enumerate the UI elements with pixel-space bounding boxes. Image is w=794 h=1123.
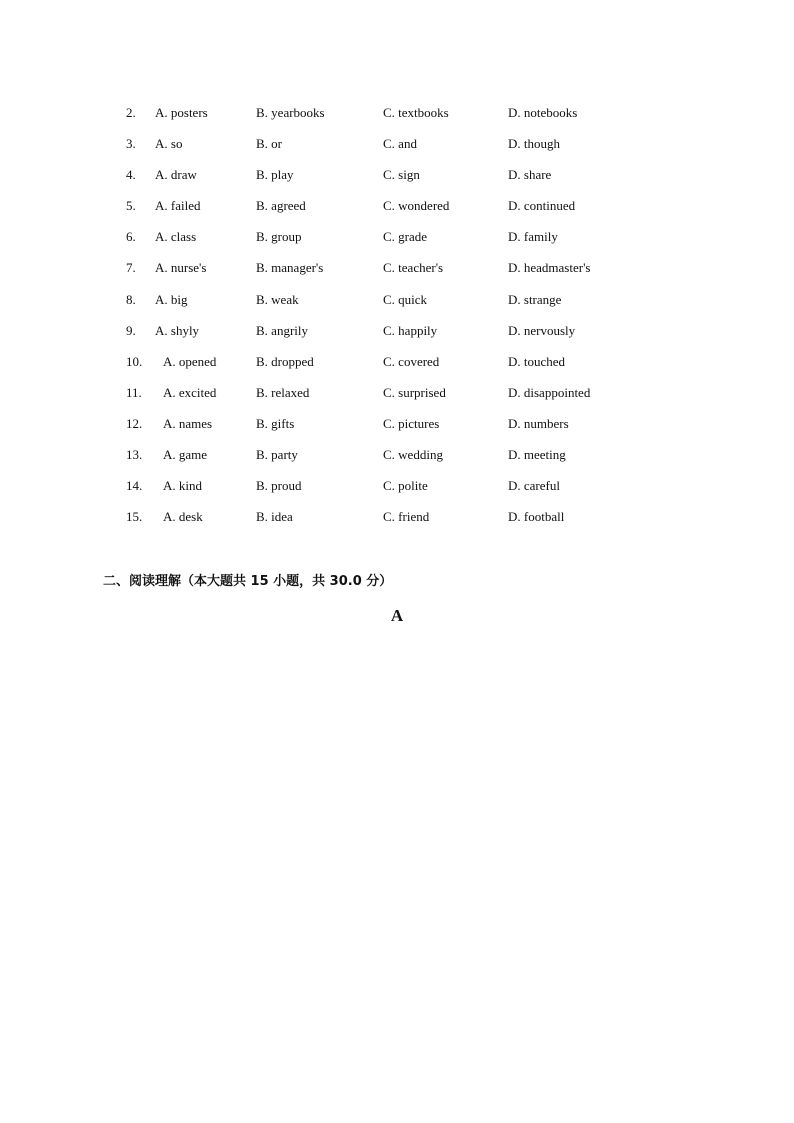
option-c: C. sign [383, 167, 420, 183]
option-b: B. party [256, 447, 298, 463]
option-d: D. touched [508, 353, 566, 369]
option-b: B. yearbooks [256, 105, 325, 120]
option-a: A. big [155, 291, 188, 307]
option-b: B. idea [256, 509, 293, 525]
option-c: C. teacher's [383, 260, 444, 276]
option-b: B. relaxed [256, 384, 310, 400]
option-b: B. play [256, 167, 294, 183]
option-a: A. game [163, 447, 208, 463]
question-number: 6. [126, 229, 136, 245]
option-a: A. posters [155, 105, 208, 120]
question-number: 2. [126, 105, 136, 120]
question-number: 9. [126, 322, 136, 338]
option-b: B. manager's [256, 260, 324, 276]
option-b: B. dropped [256, 353, 314, 369]
question-row [0, 163, 794, 194]
question-row [0, 288, 794, 319]
question-row [0, 101, 794, 132]
option-b: B. proud [256, 478, 302, 494]
question-row [0, 412, 794, 443]
option-c: C. happily [383, 322, 438, 338]
option-c: C. textbooks [383, 105, 449, 120]
question-row [0, 381, 794, 412]
option-a: A. so [155, 136, 183, 152]
question-number: 12. [126, 415, 143, 431]
option-a: A. draw [155, 167, 197, 183]
cloze-question-list [0, 101, 794, 536]
option-d: D. careful [508, 478, 560, 494]
option-a: A. opened [163, 353, 217, 369]
question-number: 5. [126, 198, 136, 214]
option-c: C. pictures [383, 415, 440, 431]
question-number: 14. [126, 478, 143, 494]
option-c: C. wondered [383, 198, 450, 214]
question-row [0, 474, 794, 505]
option-d: D. numbers [508, 415, 569, 431]
option-c: C. and [383, 136, 417, 152]
option-d: D. meeting [508, 447, 566, 463]
question-number: 4. [126, 167, 136, 183]
option-c: C. friend [383, 509, 430, 525]
option-d: D. family [508, 229, 558, 245]
option-a: A. class [155, 229, 197, 245]
option-c: C. surprised [383, 384, 446, 400]
question-row [0, 225, 794, 256]
option-d: D. nervously [508, 322, 576, 338]
option-a: A. kind [163, 478, 202, 494]
option-c: C. polite [383, 478, 428, 494]
option-a: A. excited [163, 384, 217, 400]
option-c: C. covered [383, 353, 440, 369]
passage-label: A [390, 606, 404, 625]
option-d: D. headmaster's [508, 260, 591, 276]
option-b: B. agreed [256, 198, 306, 214]
option-c: C. wedding [383, 447, 443, 463]
question-number: 3. [126, 136, 136, 152]
question-row [0, 443, 794, 474]
option-b: B. or [256, 136, 282, 152]
option-a: A. nurse's [155, 260, 207, 276]
option-d: D. continued [508, 198, 576, 214]
option-d: D. disappointed [508, 384, 591, 400]
option-d: D. football [508, 509, 565, 525]
question-number: 7. [126, 260, 136, 276]
option-d: D. share [508, 167, 552, 183]
option-b: B. weak [256, 291, 299, 307]
option-c: C. grade [383, 229, 428, 245]
option-c: C. quick [383, 291, 428, 307]
question-row [0, 256, 794, 287]
question-row [0, 319, 794, 350]
option-a: A. failed [155, 198, 201, 214]
question-number: 10. [126, 353, 143, 369]
option-b: B. group [256, 229, 302, 245]
option-b: B. angrily [256, 322, 308, 338]
question-row [0, 505, 794, 536]
option-d: D. though [508, 136, 560, 152]
option-d: D. strange [508, 291, 562, 307]
question-number: 8. [126, 291, 136, 307]
option-a: A. shyly [155, 322, 200, 338]
option-d: D. notebooks [508, 105, 578, 120]
question-row [0, 132, 794, 163]
question-number: 15. [126, 509, 143, 525]
option-a: A. desk [163, 509, 203, 525]
question-number: 11. [126, 384, 142, 400]
question-number: 13. [126, 447, 143, 463]
question-row [0, 350, 794, 381]
option-b: B. gifts [256, 415, 295, 431]
question-row [0, 194, 794, 225]
option-a: A. names [163, 415, 213, 431]
section-heading: 二、阅读理解（本大题共 15 小题，共 30.0 分） [103, 574, 393, 589]
